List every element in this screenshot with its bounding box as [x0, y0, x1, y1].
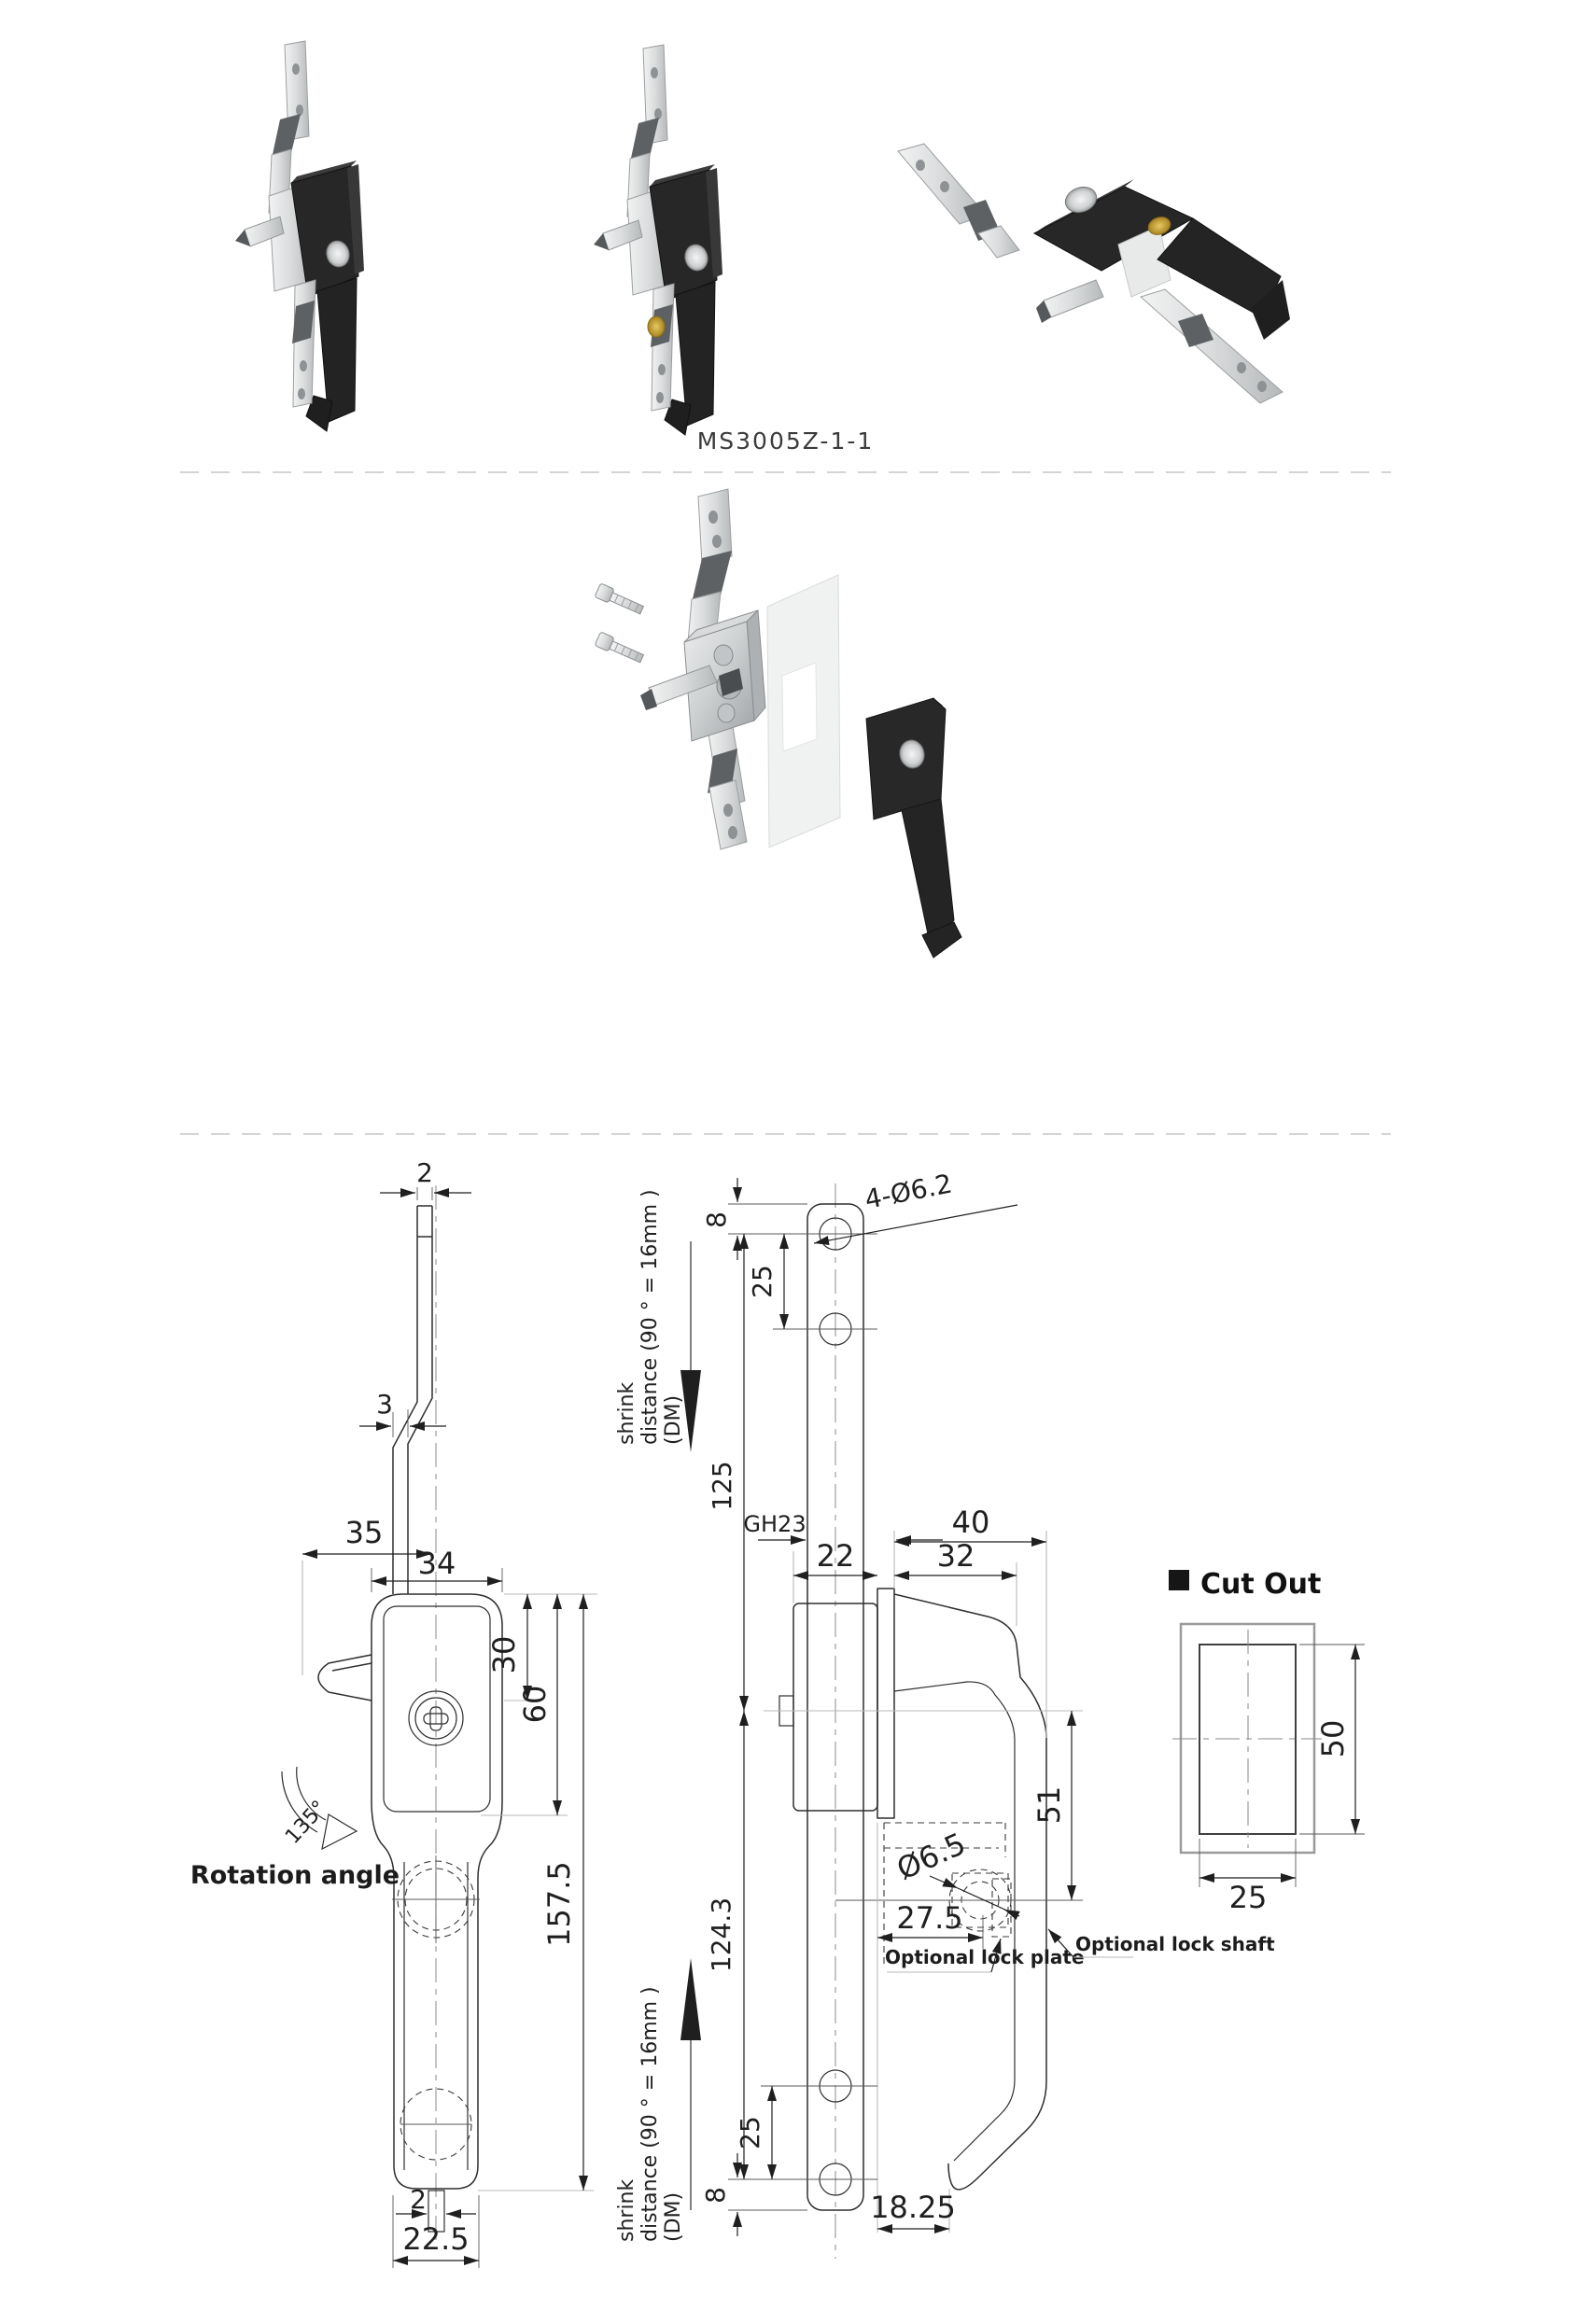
- dim-grip-width: 22.5: [402, 2221, 470, 2257]
- rotation-angle-label: Rotation angle: [189, 1861, 400, 1890]
- dim-latch-to-center: 35: [344, 1515, 384, 1550]
- dim-total-length: 157.5: [541, 1861, 577, 1947]
- drawing-cutout: [1169, 1568, 1365, 1915]
- holes-callout: 4-Ø6.2: [862, 1168, 955, 1215]
- dim-hook-clearance: 18.25: [870, 2190, 956, 2225]
- shrink-note-bottom: shrink distance (90 ° = 16mm ) (DM): [615, 1986, 685, 2242]
- dim-rod-thickness: 3: [376, 1389, 393, 1420]
- product-code-label: MS3005Z-1-1: [696, 427, 875, 455]
- rotation-angle-value: 135°: [281, 1796, 332, 1849]
- exploded-installation-view: [595, 489, 961, 958]
- cutout-title: Cut Out: [1200, 1568, 1322, 1601]
- brass-button: [648, 316, 665, 337]
- drawing-rear-side-view: [615, 1168, 1275, 2259]
- optional-lock-shaft-note: Optional lock shaft: [1075, 1933, 1275, 1955]
- dim-edge-hole-top: 8: [701, 1211, 732, 1228]
- dim-axis-to-lock: 51: [1031, 1785, 1067, 1825]
- drawing-front-view: [190, 1157, 597, 2268]
- dim-head-height: 60: [517, 1685, 553, 1724]
- dim-cutout-height: 50: [1315, 1719, 1351, 1758]
- dim-head-depth-overall: 40: [951, 1505, 990, 1540]
- gh-label: GH23: [743, 1511, 807, 1537]
- lock-hole-dia: Ø6.5: [891, 1826, 972, 1887]
- dim-head-depth: 32: [936, 1538, 975, 1574]
- optional-lock-plate-note: Optional lock plate: [885, 1946, 1085, 1968]
- dim-rod-tip: 2: [416, 1157, 433, 1188]
- dim-lock-offset: 27.5: [896, 1900, 963, 1936]
- shrink-arrow-up-icon: [680, 1958, 701, 2040]
- dim-axis-to-hole-bottom: 124.3: [706, 1897, 736, 1973]
- dim-hole-to-axis: 125: [707, 1461, 737, 1511]
- shrink-note-top: shrink distance (90 ° = 16mm ) (DM): [615, 1189, 685, 1445]
- dim-housing-depth: 22: [816, 1538, 855, 1574]
- dim-hole-pitch-top: 25: [747, 1265, 778, 1298]
- dim-shaft-tip: 2: [410, 2184, 427, 2215]
- mounting-screw-1: [595, 583, 645, 617]
- product-photo-angle-2: [594, 45, 722, 435]
- dim-edge-hole-bottom: 8: [700, 2187, 731, 2204]
- handle-part: [866, 698, 961, 958]
- dim-cutout-width: 25: [1228, 1880, 1268, 1915]
- mounting-screw-2: [595, 632, 645, 665]
- dim-latch-center: 30: [486, 1635, 522, 1674]
- panel-sheet: [767, 575, 840, 847]
- dim-head-width: 34: [417, 1546, 456, 1581]
- product-photo-angle-1: [235, 41, 364, 431]
- dim-hole-pitch-bottom: 25: [735, 2116, 765, 2149]
- cutout-marker-icon: [1169, 1570, 1189, 1590]
- product-photo-angle-3: [898, 144, 1290, 403]
